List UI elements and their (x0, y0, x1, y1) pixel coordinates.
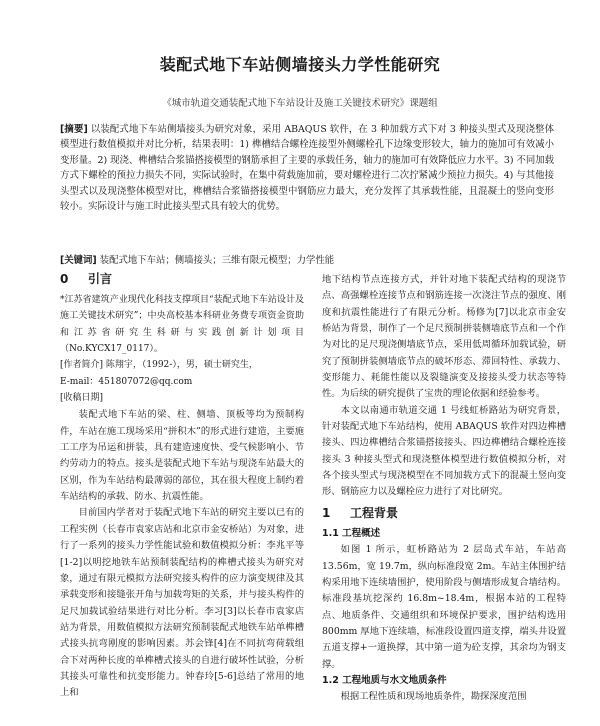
paragraph: 目前国内学者对于装配式地下车站的研究主要以已有的工程实例（长春市袁家店站和北京市金安桥站）为对象，进行了一系列的接头力学性能试验和数值模拟分析：李兆平等[1-2]以明挖地铁车站预制装配结构的榫槽式接头为研究对象，通过有限元模拟方法研究接头构件的应力演变规律及其承载变形和接缝张开角与加载弯矩的关系，并与接头构件的足尺加载试验结果进行对比分析。李习[3]以长春市袁家店站为背景，用数值模拟方法研究预制装配式地铁车站单榫槽式接头抗弯刚度的影响因素。苏会锋[4]在不同抗弯荷载组合下对两种长度的单榫槽式接头的自进行破坏性试验，分析其接头可靠性和抗变形能力。钟春玲[5-6]总结了常用的地上和 (60, 507, 304, 699)
section-1-title: 工程背景 (350, 505, 399, 520)
footnote-fund: *江苏省建筑产业现代化科技支撑项目“装配式地下车站设计及施工关键技术研究”；中央高校基本科研业务费专项资金资助和江苏省研究生科研与实践创新计划项目（No.KYCX17_0117）。 (60, 295, 304, 355)
paragraph: 如图 1 所示，虹桥路站为 2 层岛式车站，车站高 13.56m，宽 19.7m，纵向标准段宽 2m。车站主体围护结构采用地下连续墙围护，使用阶段与侧墙形成复合墙结构。标准段基坑挖深约 16.8m~18.4m，根据本站的工程特点、地质条件、交通组织和环境保护要求，围护结构选用 800mm 厚地下连续墙，标准段设置四道支撑，端头井设置五道支撑+一道换撑，其中第一道为砼支撑，其余均为钢支撑。 (322, 544, 566, 670)
section-intro-number: 0 (60, 272, 69, 286)
section-intro-heading (60, 270, 304, 288)
abstract-text: 以装配式地下车站侧墙接头为研究对象，采用 ABAQUS 软件，在 3 种加载方式下对 3 种接头型式及现浇整体模型进行数值模拟并对比分析，结果表明：1) 榫槽结合螺栓连接型外侧螺栓孔下边缘变形较大，轴力的施加可有效减小变形量。2) 现浇、榫槽结合浆锚搭接模型的钢筋承担了主要的承载任务，轴力的施加可有效降低应力水平。3) 不同加载方式下螺栓的预拉力损失不同，实际试验时，在集中荷载施加前，要对螺栓进行二次拧紧减少预拉力损失。4) 与其他接头型式以及现浇整体模型对比，榫槽结合浆锚搭接模型中钢筋应力最大，充分发挥了其承载性能，且混凝土的竖向变形较小。实际设计与施工时此接头型式具有较大的优势。 (60, 124, 554, 213)
section-1-1-heading: 1.1 工程概述 (322, 527, 381, 539)
footnote-received: [收稿日期] (60, 393, 104, 404)
paragraph: 地下结构节点连接方式，并针对地下装配式结构的现浇节点、高强螺栓连接节点和钢筋连接一次浇注节点的强度、刚度和抗震性能进行了有限元分析。杨修为[7]以北京市金安桥站为背景，制作了一个足尺预制拼装侧墙底节点和一个作为对比的足尺现浇侧墙底节点，采用低周循环加载试验，研究了预制拼装侧墙底节点的破坏形态、滞回特性、承载力、变形能力、耗能性能以及裂缝演变及接接头受力状态等特性。为后续的研究提供了宝贵的理论依据和经验参考。 (322, 274, 566, 400)
section-intro-title: 引言 (88, 272, 113, 286)
paragraph: 装配式地下车站的梁、柱、侧墙、顶板等均为预制构件，车站在施工现场采用“拼积木”的形式进行建造，主要施工工序为吊运和拼装，具有建造速度快、受气候影响小、节约劳动力的特点。接头是装配式地下车站与现浇车站最大的区别，作为车站结构最薄弱的部位，其在很大程度上制约着车站结构的承载、防水、抗震性能。 (60, 409, 304, 503)
keywords (60, 252, 554, 266)
paper-title: 装配式地下车站侧墙接头力学性能研究 (159, 55, 441, 74)
footnote-author: [作者简介] 陈翔宇，（1992-），男，硕士研究生， (60, 360, 258, 371)
paper-subtitle: 《城市轨道交通装配式地下车站设计及施工关键技术研究》课题组 (162, 98, 438, 109)
abstract (60, 122, 554, 214)
right-column (322, 272, 566, 706)
section-1-number: 1 (322, 505, 331, 520)
keywords-text: 装配式地下车站；侧墙接头；三维有限元模型；力学性能 (99, 255, 335, 266)
section-1-heading (322, 504, 566, 522)
paragraph: 根据工程性质和现场地质条件，勘探深度范围 (340, 691, 527, 703)
footnote-email: E-mail：451807072@qq.com (60, 376, 193, 387)
paragraph: 本文以南通市轨道交通 1 号线虹桥路站为研究背景，针对装配式地下车站结构，使用 ABAQUS 软件对四边榫槽接头、四边榫槽结合浆锚搭接接头、四边榫槽结合螺栓连接接头 3 种接头型式和现浇整体模型进行数值模拟分析，对各个接头型式与现浇模型在不同加载方式下的混凝土竖向变形、钢筋应力以及螺栓应力进行了对比研究。 (322, 404, 566, 498)
section-1-2-heading: 1.2 工程地质与水文地质条件 (322, 674, 447, 686)
keywords-label: [关键词] (60, 255, 97, 266)
left-column (60, 270, 304, 702)
abstract-label: [摘要] (60, 124, 88, 135)
